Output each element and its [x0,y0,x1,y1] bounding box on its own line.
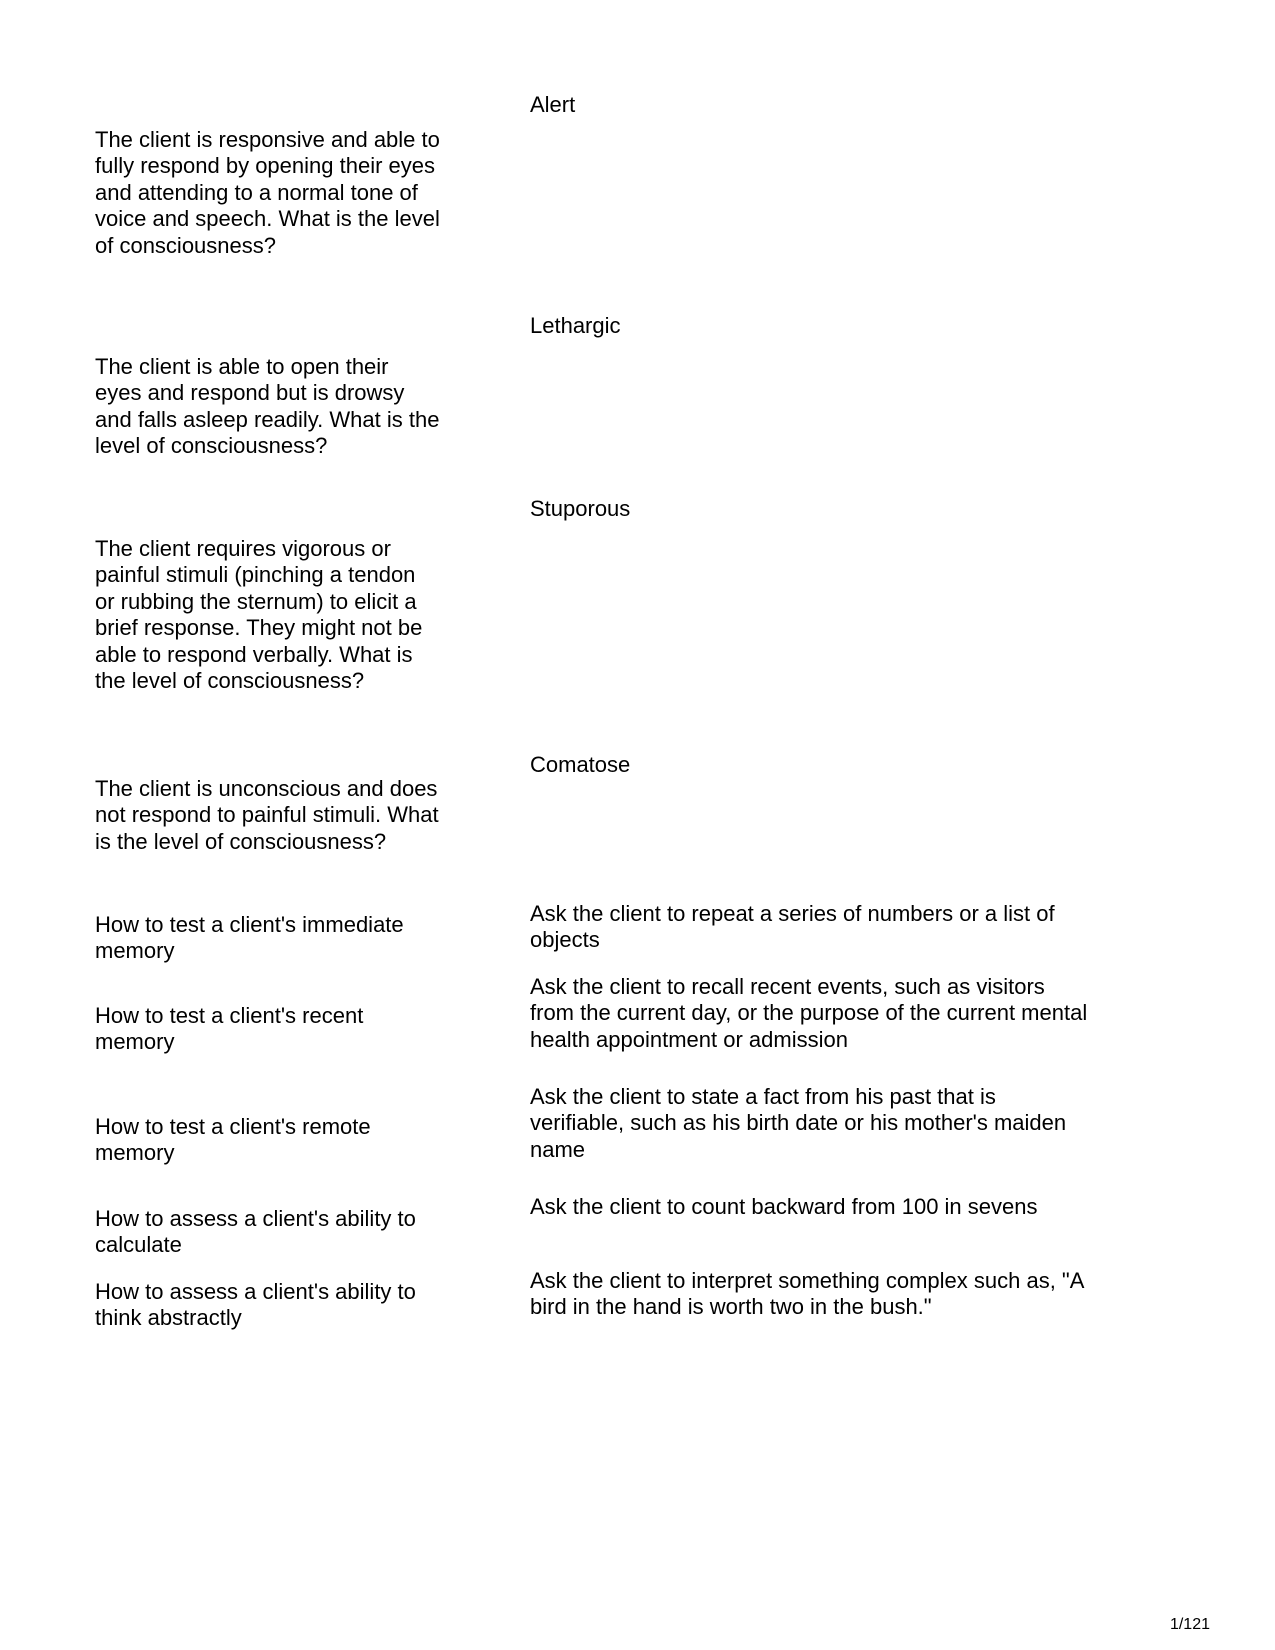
question-abstract-thinking: How to assess a client's ability to think abstractly [95,1279,416,1331]
answer-alert: Alert [530,92,576,117]
question-lethargic: The client is able to open their eyes and respond but is drowsy and falls asleep readily. What is the level of consciousness? [95,354,440,459]
question-calculate: How to assess a client's ability to calculate [95,1206,416,1258]
answer-immediate-memory: Ask the client to repeat a series of numbers or a list of objects [530,901,1055,953]
question-immediate-memory: How to test a client's immediate memory [95,912,404,964]
question-recent-memory: How to test a client's recent memory [95,1003,364,1055]
question-alert: The client is responsive and able to fully respond by opening their eyes and attending to a normal tone of voice and speech. What is the level of consciousness? [95,127,440,258]
question-comatose: The client is unconscious and does not respond to painful stimuli. What is the level of consciousness? [95,776,439,854]
answer-comatose: Comatose [530,752,631,777]
page-number: 1/121 [1169,1616,1210,1633]
answer-remote-memory: Ask the client to state a fact from his past that is verifiable, such as his birth date or his mother's maiden name [530,1084,1067,1162]
answer-recent-memory: Ask the client to recall recent events, such as visitors from the current day, or the purpose of the current mental health appointment or admission [530,974,1088,1052]
answer-lethargic: Lethargic [530,313,621,338]
answer-abstract-thinking: Ask the client to interpret something complex such as, "A bird in the hand is worth two in the bush." [530,1268,1084,1320]
answer-stuporous: Stuporous [530,496,631,521]
question-remote-memory: How to test a client's remote memory [95,1114,371,1166]
answer-calculate: Ask the client to count backward from 100 in sevens [530,1194,1038,1219]
question-stuporous: The client requires vigorous or painful stimuli (pinching a tendon or rubbing the sternum) to elicit a brief response. They might not be able to respond verbally. What is the level of consciousness? [95,536,423,694]
